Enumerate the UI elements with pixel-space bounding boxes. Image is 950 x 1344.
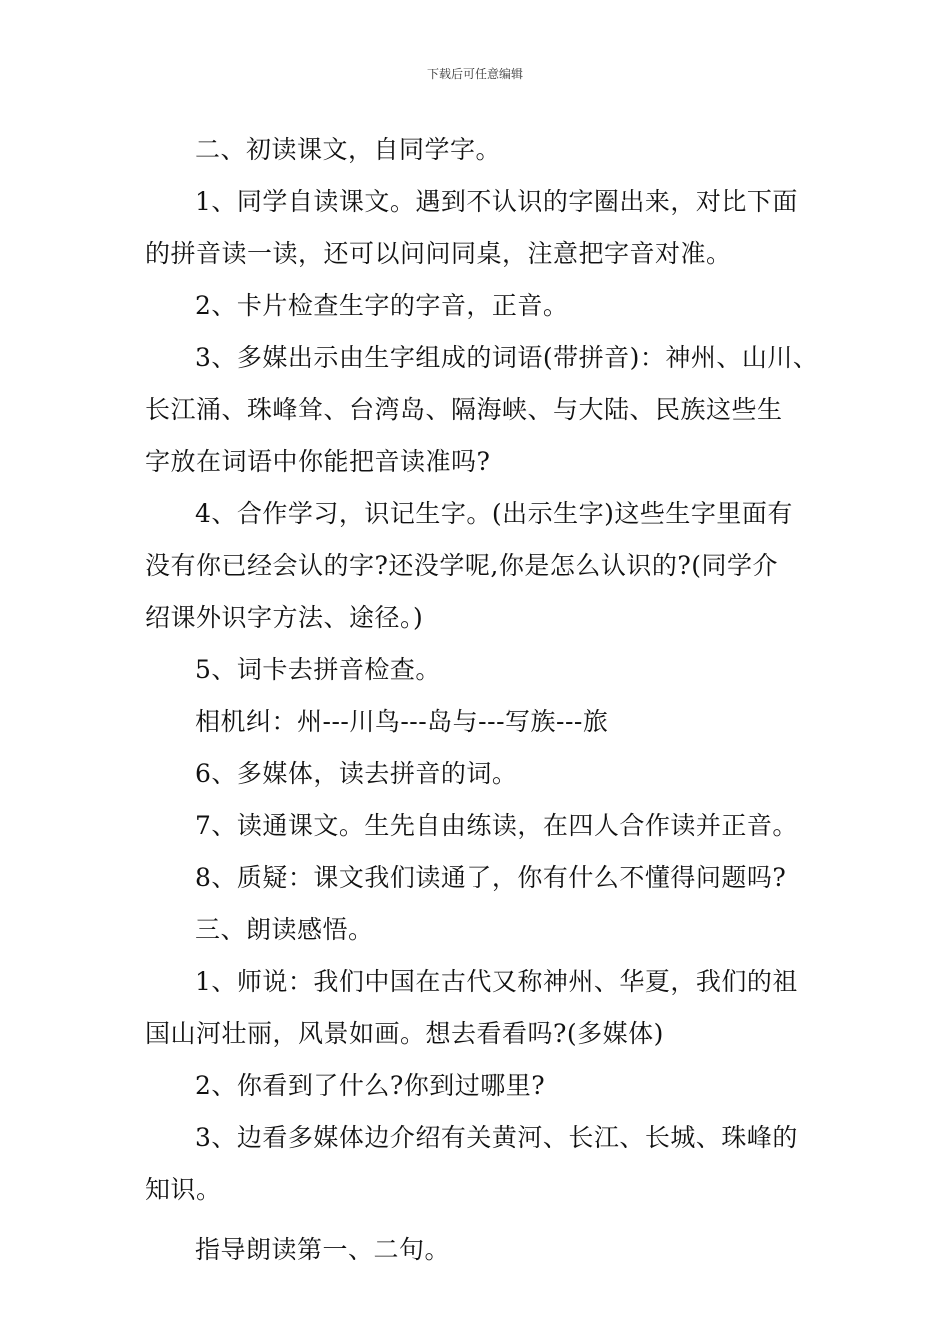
paragraph-line: 2、卡片检查生字的字音，正音。 (195, 291, 569, 320)
paragraph-line: 3、边看多媒体边介绍有关黄河、长江、长城、珠峰的 (195, 1123, 798, 1152)
page-header-note: 下载后可任意编辑 (426, 67, 523, 81)
paragraph-line: 相机纠：州---川鸟---岛与---写族---旅 (195, 707, 609, 736)
paragraph-line: 绍课外识字方法、途径。) (145, 603, 424, 632)
paragraph-line: 7、读通课文。生先自由练读，在四人合作读并正音。 (195, 811, 798, 840)
paragraph-line: 长江涌、珠峰耸、台湾岛、隔海峡、与大陆、民族这些生 (145, 395, 783, 424)
paragraph-line: 1、同学自读课文。遇到不认识的字圈出来，对比下面 (195, 187, 798, 216)
document-body (145, 124, 819, 1276)
paragraph-line: 没有你已经会认的字?还没学呢,你是怎么认识的?(同学介 (145, 551, 779, 580)
paragraph-line: 的拼音读一读，还可以问问同桌，注意把字音对准。 (145, 239, 732, 268)
paragraph-line: 2、你看到了什么?你到过哪里? (195, 1071, 546, 1100)
paragraph-line: 国山河壮丽，风景如画。想去看看吗?(多媒体) (145, 1019, 664, 1048)
paragraph-line: 5、词卡去拼音检查。 (195, 655, 441, 684)
paragraph-line: 8、质疑：课文我们读通了，你有什么不懂得问题吗? (195, 863, 787, 892)
paragraph-line: 1、师说：我们中国在古代又称神州、华夏，我们的祖 (195, 967, 798, 996)
section-heading: 二、初读课文，自同学字。 (195, 135, 502, 164)
paragraph-line: 4、合作学习，识记生字。(出示生字)这些生字里面有 (195, 499, 793, 528)
paragraph-line: 知识。 (145, 1175, 222, 1204)
paragraph-line: 字放在词语中你能把音读准吗? (145, 447, 491, 476)
paragraph-line: 指导朗读第一、二句。 (195, 1235, 451, 1264)
paragraph-line: 3、多媒出示由生字组成的词语(带拼音)：神州、山川、 (195, 343, 819, 372)
section-heading: 三、朗读感悟。 (195, 915, 374, 944)
paragraph-line: 6、多媒体，读去拼音的词。 (195, 759, 518, 788)
